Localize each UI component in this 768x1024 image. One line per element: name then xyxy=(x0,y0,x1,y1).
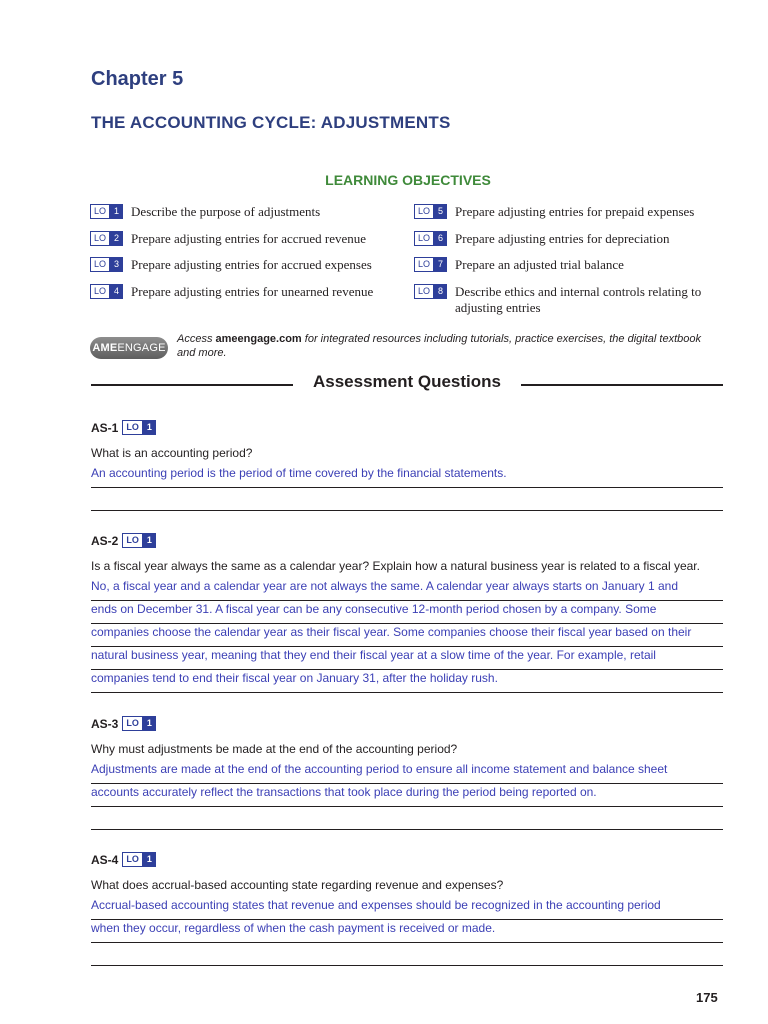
ameengage-link[interactable]: ameengage.com xyxy=(215,333,302,345)
answer-line: Adjustments are made at the end of the accounting period to ensure all income statement and balance sheet xyxy=(91,761,723,784)
answer-line: An accounting period is the period of time covered by the financial statements. xyxy=(91,465,723,488)
answer-line xyxy=(91,943,723,966)
objective-text: Prepare adjusting entries for unearned revenue xyxy=(131,284,374,299)
ameengage-logo[interactable]: AME ENGAGE xyxy=(90,337,168,359)
answer-line: ends on December 31. A fiscal year can be any consecutive 12-month period chosen by a company. Some xyxy=(91,601,723,624)
lo-badge: LO 2 xyxy=(90,231,123,246)
question-label: AS-3 LO 1 xyxy=(91,716,156,731)
section-title: Assessment Questions xyxy=(312,372,501,391)
objective-text: Describe the purpose of adjustments xyxy=(131,204,321,219)
answer-line: when they occur, regardless of when the cash payment is received or made. xyxy=(91,920,723,943)
objective-text: Describe ethics and internal controls relating to adjusting entries xyxy=(455,284,702,315)
answer-line xyxy=(91,807,723,830)
objective-item xyxy=(414,231,724,247)
question-label: AS-1 LO 1 xyxy=(91,420,156,435)
objective-item xyxy=(90,257,400,273)
chapter-label: Chapter 5 xyxy=(91,68,184,90)
section-rule-right xyxy=(521,384,723,386)
question-label: AS-4 LO 1 xyxy=(91,852,156,867)
lo-badge: LO 6 xyxy=(414,231,447,246)
lo-badge: LO 1 xyxy=(122,533,156,548)
answer-line: accounts accurately reflect the transactions that took place during the period being reported on. xyxy=(91,784,723,807)
lo-badge: LO 1 xyxy=(122,716,156,731)
chapter-title: THE ACCOUNTING CYCLE: ADJUSTMENTS xyxy=(91,113,451,132)
objective-text: Prepare adjusting entries for accrued revenue xyxy=(131,231,367,246)
lo-badge: LO 4 xyxy=(90,284,123,299)
question-text: What is an accounting period? xyxy=(91,446,253,460)
objective-item xyxy=(414,257,724,273)
ameengage-note: Access ameengage.com for integrated resources including tutorials, practice exercises, the digital textbook and more. xyxy=(177,333,701,359)
answer-line xyxy=(91,488,723,511)
lo-badge: LO 3 xyxy=(90,257,123,272)
objective-text: Prepare adjusting entries for accrued expenses xyxy=(131,257,372,272)
question-text: Why must adjustments be made at the end of the accounting period? xyxy=(91,742,458,756)
learning-objectives-heading: LEARNING OBJECTIVES xyxy=(325,172,491,188)
objective-item xyxy=(90,284,400,300)
question-text: Is a fiscal year always the same as a calendar year? Explain how a natural business year is related to a fiscal year. xyxy=(91,559,700,573)
lo-badge: LO 1 xyxy=(122,420,156,435)
lo-badge: LO 1 xyxy=(90,204,123,219)
answer-line: companies tend to end their fiscal year on January 31, after the holiday rush. xyxy=(91,670,723,693)
lo-badge: LO 1 xyxy=(122,852,156,867)
question-text: What does accrual-based accounting state regarding revenue and expenses? xyxy=(91,878,504,892)
answer-line: Accrual-based accounting states that revenue and expenses should be recognized in the accounting period xyxy=(91,897,723,920)
objective-item xyxy=(414,284,714,316)
lo-badge: LO 8 xyxy=(414,284,447,299)
objective-item xyxy=(90,204,400,220)
objective-text: Prepare adjusting entries for depreciation xyxy=(455,231,670,246)
lo-badge: LO 7 xyxy=(414,257,447,272)
answer-line: No, a fiscal year and a calendar year are not always the same. A calendar year always starts on January 1 and xyxy=(91,578,723,601)
section-rule-left xyxy=(91,384,293,386)
question-label: AS-2 LO 1 xyxy=(91,533,156,548)
answer-line: natural business year, meaning that they end their fiscal year at a slow time of the year. For example, retail xyxy=(91,647,723,670)
objective-text: Prepare adjusting entries for prepaid expenses xyxy=(455,204,695,219)
answer-line: companies choose the calendar year as their fiscal year. Some companies choose their fiscal year based on their xyxy=(91,624,723,647)
page-number: 175 xyxy=(696,990,718,1005)
objective-item xyxy=(90,231,400,247)
lo-badge: LO 5 xyxy=(414,204,447,219)
objective-text: Prepare an adjusted trial balance xyxy=(455,257,624,272)
objective-item xyxy=(414,204,724,220)
